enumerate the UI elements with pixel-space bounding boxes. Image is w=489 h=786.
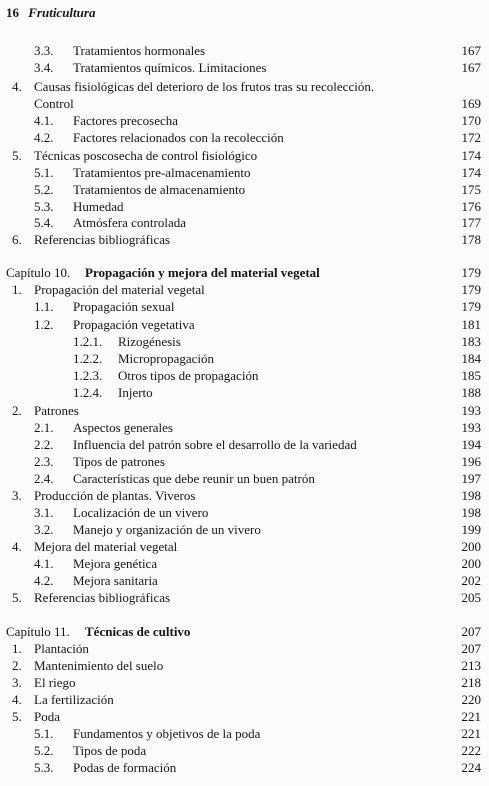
- entry-title: Micropropagación: [118, 350, 217, 367]
- entry-number: 5.1.: [34, 726, 54, 741]
- toc-entry: [0, 674, 489, 691]
- entry-title: Tipos de poda: [73, 742, 149, 759]
- entry-number: 5.2.: [34, 743, 54, 758]
- entry-number: 4.1.: [34, 556, 54, 571]
- toc-entry: [0, 384, 489, 401]
- chapter-title: Propagación y mejora del material vegetal: [85, 264, 323, 281]
- entry-number: 3.4.: [34, 60, 54, 75]
- entry-title: Producción de plantas. Viveros: [34, 487, 198, 504]
- toc-entry: [0, 521, 489, 538]
- toc-entry: [0, 350, 489, 367]
- toc-entry: [0, 759, 489, 776]
- entry-title: Técnicas poscosecha de control fisiológico: [34, 147, 260, 164]
- entry-page: 177: [449, 214, 481, 231]
- entry-page: 184: [449, 350, 481, 367]
- toc-entry: [0, 112, 489, 129]
- entry-number: 1.2.3.: [73, 368, 103, 383]
- entry-title: Factores precosecha: [73, 112, 181, 129]
- entry-title: Mejora genética: [73, 555, 160, 572]
- toc-entry: [0, 333, 489, 350]
- entry-title: La fertilización: [34, 691, 117, 708]
- chapter-title: Técnicas de cultivo: [85, 623, 193, 640]
- entry-title: Tipos de patrones: [73, 453, 168, 470]
- entry-number: 4.: [12, 692, 22, 707]
- entry-page: 224: [449, 759, 481, 776]
- entry-page: 207: [449, 623, 481, 640]
- entry-page: 181: [449, 316, 481, 333]
- entry-page: 207: [449, 640, 481, 657]
- entry-page: 174: [449, 164, 481, 181]
- entry-number: 2.2.: [34, 437, 54, 452]
- toc-entry: [0, 657, 489, 674]
- entry-page: 174: [449, 147, 481, 164]
- entry-title: Otros tipos de propagación: [118, 367, 261, 384]
- entry-number: 5.4.: [34, 215, 54, 230]
- entry-title: Propagación vegetativa: [73, 316, 198, 333]
- entry-title: Factores relacionados con la recolección: [73, 129, 287, 146]
- entry-page: 222: [449, 742, 481, 759]
- toc-entry: [0, 59, 489, 76]
- toc-entry: [0, 708, 489, 725]
- entry-number: 4.2.: [34, 130, 54, 145]
- entry-title: Mejora sanitaria: [73, 572, 161, 589]
- entry-page: 198: [449, 487, 481, 504]
- entry-title: Tratamientos pre-almacenamiento: [73, 164, 254, 181]
- entry-number: 5.2.: [34, 182, 54, 197]
- entry-page: 196: [449, 453, 481, 470]
- entry-page: 194: [449, 436, 481, 453]
- entry-number: 5.3.: [34, 199, 54, 214]
- entry-page: 198: [449, 504, 481, 521]
- entry-title: Manejo y organización de un vivero: [73, 521, 264, 538]
- entry-number: 5.: [12, 148, 22, 163]
- entry-page: 197: [449, 470, 481, 487]
- entry-number: 1.1.: [34, 299, 54, 314]
- toc-entry: [0, 231, 489, 248]
- entry-number: 5.: [12, 590, 22, 605]
- toc-entry: [0, 742, 489, 759]
- entry-page: 176: [449, 198, 481, 215]
- chapter-heading: [0, 264, 489, 281]
- entry-number: 6.: [12, 232, 22, 247]
- entry-number: 3.: [12, 488, 22, 503]
- entry-title: Control: [34, 95, 77, 112]
- entry-title: Rizogénesis: [118, 333, 184, 350]
- entry-page: 218: [449, 674, 481, 691]
- entry-page: 167: [449, 59, 481, 76]
- entry-page: 172: [449, 129, 481, 146]
- toc-entry: [0, 129, 489, 146]
- entry-page: 175: [449, 181, 481, 198]
- entry-page: 221: [449, 725, 481, 742]
- entry-number: 4.: [12, 539, 22, 554]
- toc-entry: [0, 572, 489, 589]
- entry-title: Aspectos generales: [73, 419, 176, 436]
- entry-page: 179: [449, 264, 481, 281]
- entry-number: 5.1.: [34, 165, 54, 180]
- entry-number: 1.: [12, 282, 22, 297]
- entry-page: 193: [449, 419, 481, 436]
- toc-entry: [0, 470, 489, 487]
- entry-title: Plantación: [34, 640, 92, 657]
- toc-entry: [0, 725, 489, 742]
- entry-title: Localización de un vivero: [73, 504, 211, 521]
- entry-title: El riego: [34, 674, 79, 691]
- toc-entry: [0, 691, 489, 708]
- toc-entry: [0, 316, 489, 333]
- entry-number: 3.3.: [34, 43, 54, 58]
- entry-number: 1.2.2.: [73, 351, 103, 366]
- entry-page: 188: [449, 384, 481, 401]
- toc-entry: [0, 214, 489, 231]
- entry-number: 1.2.: [34, 317, 54, 332]
- toc-entry: [0, 281, 489, 298]
- chapter-number: Capítulo 11.: [6, 624, 70, 639]
- toc-entry: [0, 555, 489, 572]
- entry-page: 167: [449, 42, 481, 59]
- entry-page: 193: [449, 402, 481, 419]
- entry-title: Referencias bibliográficas: [34, 589, 173, 606]
- entry-page: 169: [449, 95, 481, 112]
- entry-number: 2.: [12, 658, 22, 673]
- entry-page: 205: [449, 589, 481, 606]
- entry-page: 200: [449, 538, 481, 555]
- toc-entry: [0, 589, 489, 606]
- entry-number: 1.: [12, 641, 22, 656]
- entry-page: 220: [449, 691, 481, 708]
- toc-entry: [0, 453, 489, 470]
- chapter-number: Capítulo 10.: [6, 265, 71, 280]
- entry-number: 1.2.4.: [73, 385, 103, 400]
- entry-title: Influencia del patrón sobre el desarrollo de la variedad: [73, 436, 360, 453]
- entry-title: Injerto: [118, 384, 156, 401]
- toc-entry: [0, 298, 489, 315]
- page-number: 16: [6, 5, 19, 20]
- entry-title: Patrones: [34, 402, 82, 419]
- toc-entry: [0, 419, 489, 436]
- entry-page: 170: [449, 112, 481, 129]
- entry-page: 178: [449, 231, 481, 248]
- toc-entry: [0, 367, 489, 384]
- entry-title: Tratamientos de almacenamiento: [73, 181, 248, 198]
- entry-number: 2.3.: [34, 454, 54, 469]
- toc-entry: [0, 640, 489, 657]
- entry-number: 2.: [12, 403, 22, 418]
- entry-title: Fundamentos y objetivos de la poda: [73, 725, 263, 742]
- entry-number: 4.2.: [34, 573, 54, 588]
- entry-title: Características que debe reunir un buen patrón: [73, 470, 318, 487]
- entry-number: 4.: [12, 79, 22, 94]
- toc-entry: [0, 198, 489, 215]
- entry-number: 4.1.: [34, 113, 54, 128]
- entry-number: 5.3.: [34, 760, 54, 775]
- entry-page: 213: [449, 657, 481, 674]
- entry-title: Propagación sexual: [73, 298, 177, 315]
- toc-entry: [0, 436, 489, 453]
- entry-title: Poda: [34, 708, 63, 725]
- entry-page: 179: [449, 281, 481, 298]
- entry-title: Mantenimiento del suelo: [34, 657, 166, 674]
- chapter-heading: [0, 623, 489, 640]
- entry-page: 185: [449, 367, 481, 384]
- toc-entry: [0, 164, 489, 181]
- entry-title: Tratamientos hormonales: [73, 42, 208, 59]
- entry-title: Atmósfera controlada: [73, 214, 189, 231]
- toc-entry: [0, 181, 489, 198]
- entry-title: Referencias bibliográficas: [34, 231, 173, 248]
- toc-entry: [0, 402, 489, 419]
- entry-number: 3.: [12, 675, 22, 690]
- toc-entry: [0, 78, 489, 95]
- entry-number: 3.2.: [34, 522, 54, 537]
- entry-page: 179: [449, 298, 481, 315]
- entry-page: 183: [449, 333, 481, 350]
- entry-title: Podas de formación: [73, 759, 179, 776]
- entry-number: 2.1.: [34, 420, 54, 435]
- toc-entry: [0, 147, 489, 164]
- entry-title: Tratamientos químicos. Limitaciones: [73, 59, 269, 76]
- entry-title: Humedad: [73, 198, 127, 215]
- entry-number: 2.4.: [34, 471, 54, 486]
- entry-title: Propagación del material vegetal: [34, 281, 208, 298]
- entry-page: 200: [449, 555, 481, 572]
- entry-title: Mejora del material vegetal: [34, 538, 180, 555]
- entry-number: 5.: [12, 709, 22, 724]
- entry-title: Causas fisiológicas del deterioro de los frutos tras su recolección.: [34, 78, 377, 95]
- entry-page: 202: [449, 572, 481, 589]
- entry-number: 3.1.: [34, 505, 54, 520]
- book-title: Fruticultura: [28, 5, 96, 20]
- entry-page: 221: [449, 708, 481, 725]
- entry-number: 1.2.1.: [73, 334, 103, 349]
- toc-entry: [0, 504, 489, 521]
- toc-entry: [0, 42, 489, 59]
- toc-entry: [0, 538, 489, 555]
- toc-entry: [0, 487, 489, 504]
- toc-entry: [0, 95, 489, 112]
- entry-page: 199: [449, 521, 481, 538]
